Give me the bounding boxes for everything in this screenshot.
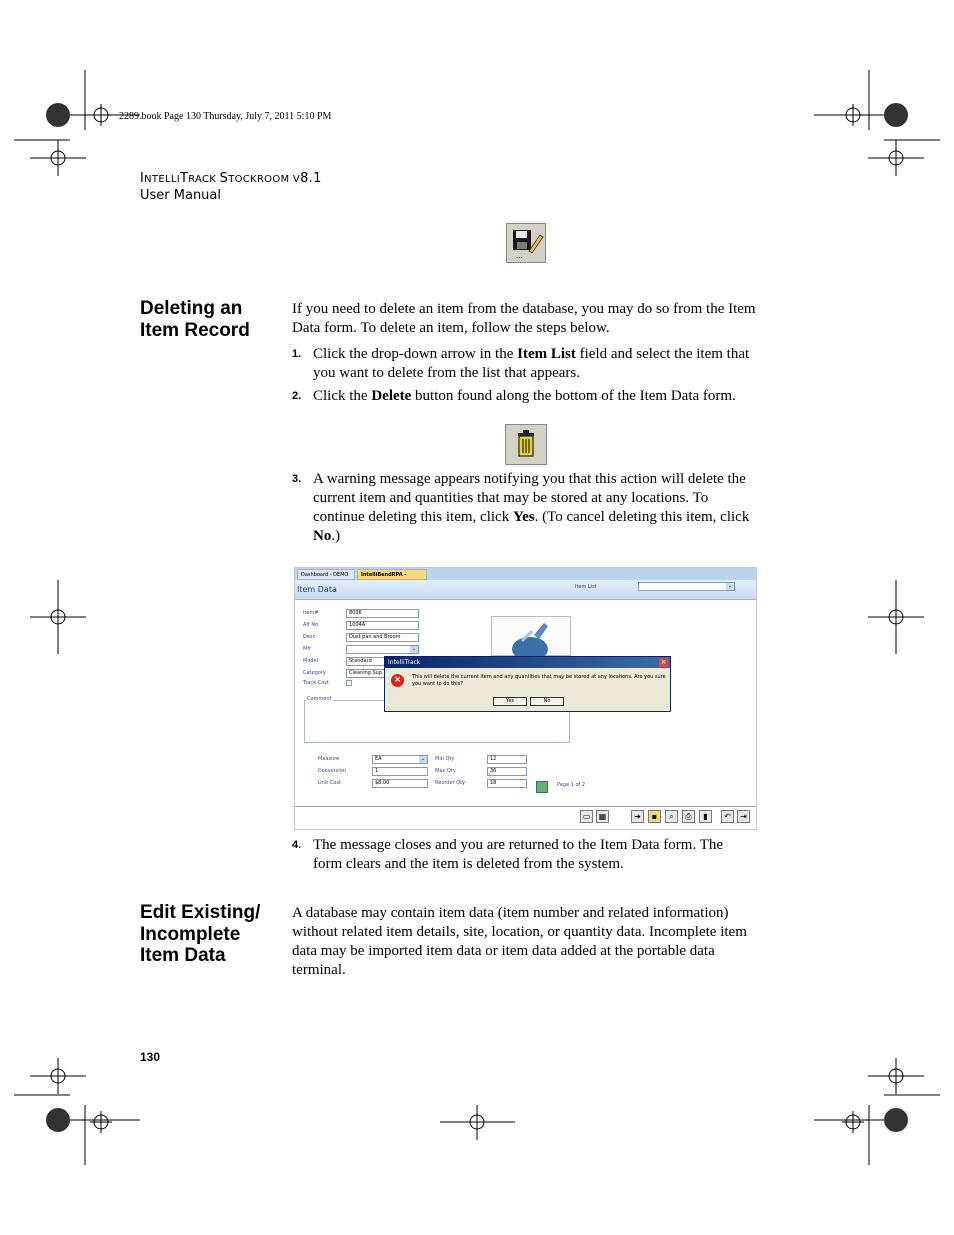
form-header — [295, 580, 756, 600]
item-data-form-screenshot — [294, 567, 757, 830]
qty-value: $8.00 — [375, 780, 390, 786]
step-number: 4. — [292, 839, 302, 851]
field-input[interactable] — [346, 645, 419, 654]
track-cost-checkbox[interactable] — [346, 680, 352, 686]
spreadsheet-icon[interactable] — [536, 781, 548, 793]
ui-term: Item List — [517, 346, 576, 362]
heading-line: Item Record — [140, 319, 250, 341]
track-cost-label: Track Cost — [303, 680, 329, 686]
arrow-right-icon[interactable]: ➜ — [631, 810, 644, 823]
ui-term: Delete — [371, 388, 412, 404]
field-label: Desc — [303, 634, 316, 640]
dialog-title: IntelliTrack — [385, 657, 670, 668]
chevron-down-icon[interactable]: ⌄ — [420, 756, 426, 762]
new-icon[interactable]: ▭ — [580, 810, 593, 823]
step-number: 2. — [292, 390, 302, 402]
item-list-label: Item List — [575, 584, 597, 590]
form-title: Item Data — [297, 585, 337, 594]
heading-line: Item Data — [140, 945, 226, 966]
field-label: Item# — [303, 610, 319, 616]
qty-value: 36 — [490, 768, 497, 774]
field-value: 8006 — [349, 610, 362, 616]
step-run: A warning message appears notifying you that this action will delete the current item and quantities that may be stored at any locations. To continue deleting this item, click — [313, 471, 746, 525]
step-run: field and select the item that you want to delete from the list that appears. — [313, 346, 750, 381]
page-number: 130 — [140, 1050, 161, 1064]
qty-input[interactable] — [487, 755, 527, 764]
qty-input[interactable] — [372, 755, 428, 764]
qty-label: Min Qty — [435, 756, 455, 762]
field-input[interactable] — [346, 633, 419, 642]
qty-input[interactable] — [487, 779, 527, 788]
step-text — [313, 345, 763, 383]
svg-text:...: ... — [516, 252, 523, 260]
tab-dashboard[interactable]: Dashboard - DEMO — [297, 569, 355, 580]
calculator-icon[interactable]: ▦ — [596, 810, 609, 823]
field-value: Cleaning Sup — [349, 670, 383, 676]
field-input[interactable] — [346, 609, 419, 618]
running-header-title — [140, 171, 322, 186]
print-icon[interactable]: ⎙ — [682, 810, 695, 823]
field-label: Model — [303, 658, 319, 664]
book-slug: 2289.book Page 130 Thursday, July 7, 2011 5:10 PM — [119, 111, 332, 122]
step-run: button found along the bottom of the Item Data form. — [411, 388, 736, 404]
toolbar-divider — [295, 806, 756, 807]
step-number: 1. — [292, 348, 302, 360]
field-value: Dust pan and Broom — [349, 634, 401, 640]
tab-intellibend[interactable]: IntelliBendRPA - — [357, 569, 427, 580]
field-label: Mfr — [303, 646, 312, 652]
heading-line: Incomplete — [140, 923, 241, 945]
section-heading-edit-existing — [140, 902, 260, 967]
page-indicator: Page 1 of 2 — [557, 782, 586, 788]
header-small-caps: TOCKROOM V — [228, 174, 301, 185]
step-text — [313, 387, 763, 406]
qty-label: Conversion — [318, 768, 347, 774]
yes-button[interactable]: Yes — [493, 697, 527, 706]
header-small-caps: NTELLI — [144, 174, 180, 185]
header-letter: T — [179, 171, 189, 186]
field-value: Standard — [349, 658, 372, 664]
chevron-down-icon[interactable]: ⌄ — [727, 583, 733, 589]
qty-input[interactable] — [487, 767, 527, 776]
qty-value: EA — [375, 756, 382, 762]
save-edit-icon — [506, 223, 546, 263]
qty-input[interactable] — [372, 767, 428, 776]
qty-label: Measure — [318, 756, 340, 762]
error-icon: × — [391, 674, 404, 687]
field-input[interactable] — [346, 621, 419, 630]
qty-label: Unit Cost — [318, 780, 341, 786]
item-image — [491, 616, 571, 656]
field-label: Category — [303, 670, 326, 676]
step-run: .) — [331, 528, 341, 544]
ui-term: No — [313, 528, 332, 544]
intro-paragraph: A database may contain item data (item number and related information) without related item details, site, location, or quantity data. Incomplete item data may be imported item data or item data added at the portable data terminal. — [292, 905, 747, 978]
ui-term: Yes — [512, 509, 535, 525]
step-run: . (To cancel deleting this item, click — [534, 509, 750, 525]
dialog-message: This will delete the current item and any quantities that may be stored at any locations. Are you sure you want to do this? — [412, 674, 666, 687]
running-header-subtitle: User Manual — [140, 188, 222, 203]
save-icon[interactable]: ▪ — [648, 810, 661, 823]
step-run: Click the — [313, 388, 372, 404]
close-icon[interactable]: × — [660, 658, 667, 666]
header-letter: I — [140, 171, 145, 186]
item-list-dropdown[interactable] — [638, 582, 735, 591]
search-icon[interactable]: ⌕ — [665, 810, 678, 823]
chevron-down-icon[interactable]: ⌄ — [411, 646, 417, 652]
step-number: 3. — [292, 473, 302, 485]
section-heading-deleting — [140, 298, 250, 341]
header-small-caps: RACK — [188, 174, 220, 185]
step-run: Click the drop-down arrow in the — [313, 346, 518, 362]
field-label: Alt No — [303, 622, 319, 628]
undo-icon[interactable]: ↶ — [721, 810, 734, 823]
header-letter: S — [219, 171, 229, 186]
qty-label: Max Qty — [435, 768, 456, 774]
step-run: The message closes and you are returned to the Item Data form. The form clears and the item is deleted from the system. — [313, 837, 723, 872]
step-text — [313, 836, 753, 874]
header-letter: 8.1 — [300, 171, 322, 186]
heading-line: Deleting an — [140, 298, 243, 319]
intro-paragraph: If you need to delete an item from the database, you may do so from the Item Data form. To delete an item, follow the steps below. — [292, 301, 756, 336]
qty-label: Reorder Qty — [435, 780, 466, 786]
exit-icon[interactable]: ⇥ — [737, 810, 750, 823]
field-value: 1004A — [349, 622, 366, 628]
qty-value: 12 — [490, 756, 497, 762]
document-tab-bar — [295, 568, 756, 580]
delete-confirmation-dialog — [384, 656, 671, 712]
qty-value: 18 — [490, 780, 497, 786]
delete-icon[interactable]: ▮ — [699, 810, 712, 823]
qty-input[interactable] — [372, 779, 428, 788]
comment-label: Comment — [307, 696, 332, 702]
no-button[interactable]: No — [530, 697, 564, 706]
trash-icon — [505, 424, 547, 465]
qty-value: 1 — [375, 768, 379, 774]
step-text — [313, 470, 753, 546]
heading-line: Edit Existing/ — [140, 902, 261, 923]
